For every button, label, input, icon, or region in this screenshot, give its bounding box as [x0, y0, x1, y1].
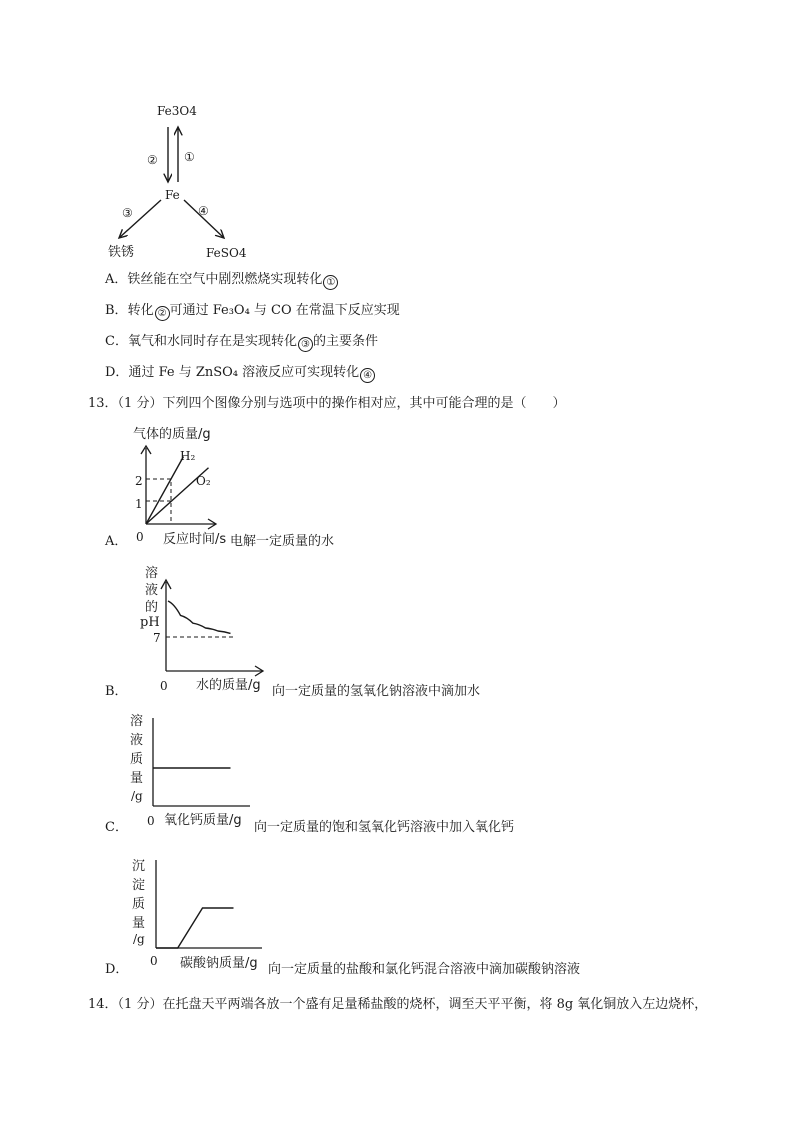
- chart-a-ytick-1: 1: [135, 497, 143, 511]
- diagram-node-center: Fe: [165, 188, 180, 202]
- q12-option-b: B．转化 ② 可通过 Fe₃O₄ 与 CO 在常温下反应实现: [105, 303, 400, 319]
- chart-d-origin: 0: [150, 954, 158, 968]
- q13-option-b: B．: [105, 684, 128, 699]
- q13-option-b-text: 向一定质量的氢氧化钠溶液中滴加水: [272, 684, 481, 699]
- chart-c-ylabel: 溶 液 质 量: [130, 714, 144, 786]
- diagram-arrow-label-1: ①: [184, 150, 195, 164]
- diagram-node-top: Fe3O4: [157, 104, 197, 118]
- chart-b-ylabel-ph: pH: [140, 615, 160, 630]
- chart-a-origin: 0: [136, 530, 144, 544]
- diagram-arrow-label-2: ②: [147, 153, 158, 167]
- q13-option-c-text: 向一定质量的饱和氢氧化钙溶液中加入氧化钙: [254, 820, 515, 835]
- chart-b-ylabel: 溶 液 的: [145, 566, 159, 615]
- chart-b-ytick-7: 7: [153, 631, 161, 645]
- q13-option-a: A．: [105, 534, 128, 549]
- q13-option-d: D．: [105, 962, 129, 977]
- diagram-node-bottom-right: FeSO4: [206, 246, 247, 260]
- chart-a-xlabel: 反应时间/s: [163, 532, 227, 547]
- chart-a-series-o2-label: O₂: [196, 474, 211, 488]
- chart-a-ylabel: 气体的质量/g: [133, 427, 211, 442]
- chart-a-series-h2-label: H₂: [180, 449, 196, 463]
- chart-b-xlabel: 水的质量/g: [196, 678, 261, 693]
- chart-a-ytick-2: 2: [135, 474, 143, 488]
- chart-c-xlabel: 氧化钙质量/g: [164, 813, 242, 828]
- chart-c-ylabel-unit: /g: [131, 789, 143, 803]
- chart-d-xlabel: 碳酸钠质量/g: [180, 956, 258, 971]
- chart-d-series-line: [156, 908, 234, 948]
- q12-option-a: A．铁丝能在空气中剧烈燃烧实现转化 ①: [105, 272, 338, 290]
- q13-stem: 13．（1 分）下列四个图像分别与选项中的操作相对应，其中可能合理的是（ ）: [88, 396, 566, 411]
- q13-option-c: C．: [105, 820, 128, 835]
- q13-option-a-text: 电解一定质量的水: [230, 534, 335, 549]
- chart-b-origin: 0: [160, 679, 168, 693]
- chart-c-origin: 0: [147, 814, 155, 828]
- diagram-arrow-label-3: ③: [122, 206, 133, 220]
- diagram-node-bottom-left: 铁锈: [108, 245, 135, 260]
- q12-option-c: C．氧气和水同时存在是实现转化 ③ 的主要条件: [105, 334, 378, 350]
- q13-option-d-text: 向一定质量的盐酸和氯化钙混合溶液中滴加碳酸钠溶液: [268, 962, 581, 977]
- chart-d-ylabel-unit: /g: [133, 932, 145, 946]
- diagram-arrow-label-4: ④: [198, 204, 209, 218]
- chart-d-ylabel: 沉 淀 质 量: [132, 859, 146, 931]
- q12-option-d: D．通过 Fe 与 ZnSO₄ 溶液反应可实现转化 ④: [105, 365, 375, 383]
- q14-stem: 14．（1 分）在托盘天平两端各放一个盛有足量稀盐酸的烧杯，调至天平平衡，将 8g 氧化铜放入左边烧杯，: [88, 997, 708, 1012]
